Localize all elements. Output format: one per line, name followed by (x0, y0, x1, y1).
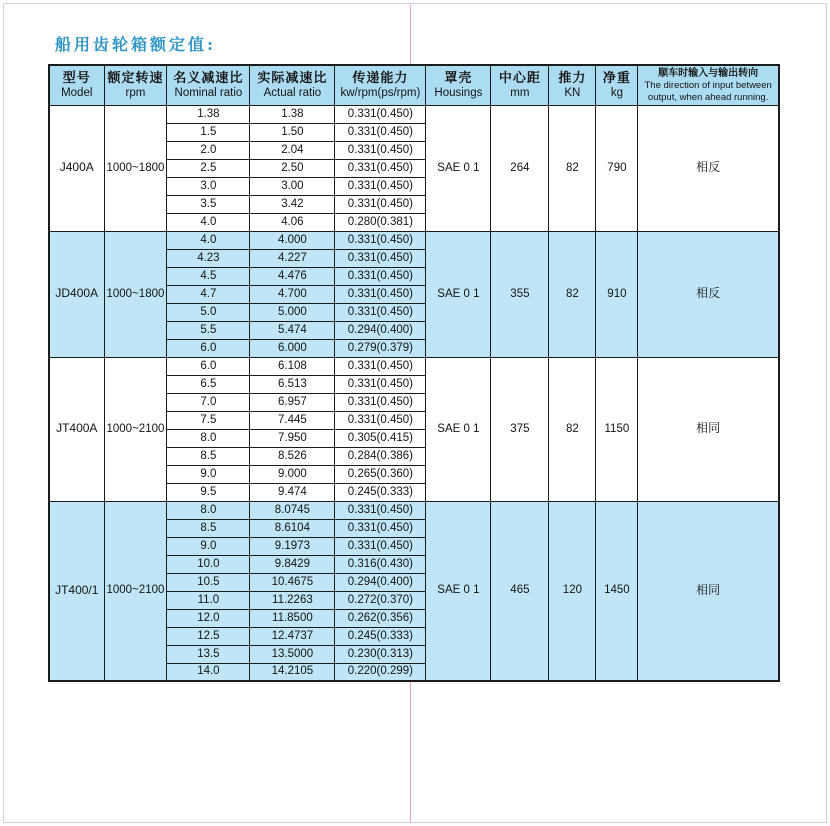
column-header-zh: 型号 (62, 69, 91, 85)
column-header-zh: 名义减速比 (173, 69, 244, 85)
nominal-ratio-cell: 8.5 (167, 447, 250, 465)
model-cell: JT400/1 (49, 501, 104, 681)
actual-ratio-cell: 8.526 (250, 447, 335, 465)
header-row (49, 65, 779, 105)
actual-ratio-cell: 4.000 (250, 231, 335, 249)
housing-cell: SAE 0 1 (426, 501, 491, 681)
column-header-en: kg (610, 87, 623, 100)
model-cell: JT400A (49, 357, 104, 501)
thrust-cell: 82 (549, 357, 596, 501)
actual-ratio-cell: 6.513 (250, 375, 335, 393)
actual-ratio-cell: 8.6104 (250, 519, 335, 537)
transmission-capacity-cell: 0.331(0.450) (335, 231, 426, 249)
transmission-capacity-cell: 0.331(0.450) (335, 411, 426, 429)
nominal-ratio-cell: 5.5 (167, 321, 250, 339)
transmission-capacity-cell: 0.331(0.450) (335, 303, 426, 321)
table-body (49, 105, 779, 681)
column-header-en: kw/rpm(ps/rpm) (340, 87, 421, 100)
actual-ratio-cell: 3.00 (250, 177, 335, 195)
net-weight-cell: 790 (596, 105, 638, 231)
column-header-model (49, 65, 104, 105)
column-header-en: KN (564, 87, 581, 100)
column-header-actual-ratio (250, 65, 335, 105)
rated-speed-cell: 1000~1800 (104, 231, 167, 357)
transmission-capacity-cell: 0.331(0.450) (335, 123, 426, 141)
transmission-capacity-cell: 0.280(0.381) (335, 213, 426, 231)
table-header (49, 65, 779, 105)
transmission-capacity-cell: 0.331(0.450) (335, 375, 426, 393)
transmission-capacity-cell: 0.262(0.356) (335, 609, 426, 627)
center-distance-cell: 465 (491, 501, 549, 681)
transmission-capacity-cell: 0.331(0.450) (335, 105, 426, 123)
column-header-rpm (104, 65, 167, 105)
net-weight-cell: 1150 (596, 357, 638, 501)
model-cell: JD400A (49, 231, 104, 357)
transmission-capacity-cell: 0.331(0.450) (335, 249, 426, 267)
actual-ratio-cell: 4.476 (250, 267, 335, 285)
nominal-ratio-cell: 3.5 (167, 195, 250, 213)
actual-ratio-cell: 13.5000 (250, 645, 335, 663)
actual-ratio-cell: 9.8429 (250, 555, 335, 573)
actual-ratio-cell: 5.000 (250, 303, 335, 321)
direction-cell: 相同 (638, 357, 779, 501)
actual-ratio-cell: 5.474 (250, 321, 335, 339)
column-header-direction (638, 65, 779, 105)
thrust-cell: 82 (549, 105, 596, 231)
actual-ratio-cell: 6.108 (250, 357, 335, 375)
nominal-ratio-cell: 4.0 (167, 231, 250, 249)
table-row (49, 501, 779, 519)
nominal-ratio-cell: 4.7 (167, 285, 250, 303)
housing-cell: SAE 0 1 (426, 105, 491, 231)
transmission-capacity-cell: 0.331(0.450) (335, 267, 426, 285)
thrust-cell: 120 (549, 501, 596, 681)
housing-cell: SAE 0 1 (426, 357, 491, 501)
center-distance-cell: 375 (491, 357, 549, 501)
column-header-zh: 净重 (602, 69, 631, 85)
center-distance-cell: 355 (491, 231, 549, 357)
actual-ratio-cell: 14.2105 (250, 663, 335, 681)
nominal-ratio-cell: 1.38 (167, 105, 250, 123)
rated-speed-cell: 1000~2100 (104, 357, 167, 501)
transmission-capacity-cell: 0.272(0.370) (335, 591, 426, 609)
actual-ratio-cell: 1.38 (250, 105, 335, 123)
transmission-capacity-cell: 0.331(0.450) (335, 195, 426, 213)
transmission-capacity-cell: 0.279(0.379) (335, 339, 426, 357)
nominal-ratio-cell: 7.0 (167, 393, 250, 411)
nominal-ratio-cell: 9.5 (167, 483, 250, 501)
transmission-capacity-cell: 0.294(0.400) (335, 321, 426, 339)
column-header-en: Nominal ratio (174, 87, 243, 100)
actual-ratio-cell: 3.42 (250, 195, 335, 213)
model-cell: J400A (49, 105, 104, 231)
actual-ratio-cell: 11.2263 (250, 591, 335, 609)
nominal-ratio-cell: 7.5 (167, 411, 250, 429)
actual-ratio-cell: 1.50 (250, 123, 335, 141)
transmission-capacity-cell: 0.245(0.333) (335, 483, 426, 501)
column-header-en: The direction of input between output, when ahead running. (644, 80, 772, 103)
column-header-housings (426, 65, 491, 105)
actual-ratio-cell: 2.04 (250, 141, 335, 159)
transmission-capacity-cell: 0.331(0.450) (335, 501, 426, 519)
transmission-capacity-cell: 0.220(0.299) (335, 663, 426, 681)
nominal-ratio-cell: 10.0 (167, 555, 250, 573)
gearbox-ratings-table (48, 64, 780, 682)
transmission-capacity-cell: 0.245(0.333) (335, 627, 426, 645)
nominal-ratio-cell: 14.0 (167, 663, 250, 681)
thrust-cell: 82 (549, 231, 596, 357)
transmission-capacity-cell: 0.331(0.450) (335, 141, 426, 159)
transmission-capacity-cell: 0.331(0.450) (335, 177, 426, 195)
nominal-ratio-cell: 12.0 (167, 609, 250, 627)
nominal-ratio-cell: 10.5 (167, 573, 250, 591)
nominal-ratio-cell: 4.5 (167, 267, 250, 285)
direction-cell: 相反 (638, 105, 779, 231)
column-header-zh: 传递能力 (352, 69, 409, 85)
actual-ratio-cell: 4.227 (250, 249, 335, 267)
actual-ratio-cell: 7.950 (250, 429, 335, 447)
transmission-capacity-cell: 0.284(0.386) (335, 447, 426, 465)
actual-ratio-cell: 4.700 (250, 285, 335, 303)
nominal-ratio-cell: 2.5 (167, 159, 250, 177)
nominal-ratio-cell: 11.0 (167, 591, 250, 609)
nominal-ratio-cell: 12.5 (167, 627, 250, 645)
actual-ratio-cell: 11.8500 (250, 609, 335, 627)
transmission-capacity-cell: 0.265(0.360) (335, 465, 426, 483)
nominal-ratio-cell: 8.0 (167, 429, 250, 447)
actual-ratio-cell: 10.4675 (250, 573, 335, 591)
column-header-zh: 中心距 (498, 69, 541, 85)
column-header-zh: 实际减速比 (257, 69, 328, 85)
column-header-capacity (335, 65, 426, 105)
net-weight-cell: 910 (596, 231, 638, 357)
nominal-ratio-cell: 4.0 (167, 213, 250, 231)
nominal-ratio-cell: 5.0 (167, 303, 250, 321)
column-header-zh: 罩壳 (444, 69, 473, 85)
column-header-thrust (549, 65, 596, 105)
column-header-zh: 推力 (558, 69, 587, 85)
actual-ratio-cell: 8.0745 (250, 501, 335, 519)
actual-ratio-cell: 6.957 (250, 393, 335, 411)
direction-cell: 相同 (638, 501, 779, 681)
transmission-capacity-cell: 0.331(0.450) (335, 159, 426, 177)
page-title: 船用齿轮箱额定值: (55, 35, 216, 54)
actual-ratio-cell: 4.06 (250, 213, 335, 231)
transmission-capacity-cell: 0.331(0.450) (335, 537, 426, 555)
column-header-net-weight (596, 65, 638, 105)
transmission-capacity-cell: 0.331(0.450) (335, 357, 426, 375)
actual-ratio-cell: 12.4737 (250, 627, 335, 645)
transmission-capacity-cell: 0.305(0.415) (335, 429, 426, 447)
column-header-en: mm (510, 87, 530, 100)
nominal-ratio-cell: 1.5 (167, 123, 250, 141)
transmission-capacity-cell: 0.331(0.450) (335, 519, 426, 537)
nominal-ratio-cell: 3.0 (167, 177, 250, 195)
rated-speed-cell: 1000~2100 (104, 501, 167, 681)
nominal-ratio-cell: 6.0 (167, 357, 250, 375)
column-header-center-distance (491, 65, 549, 105)
transmission-capacity-cell: 0.294(0.400) (335, 573, 426, 591)
actual-ratio-cell: 2.50 (250, 159, 335, 177)
column-header-en: Actual ratio (263, 87, 322, 100)
column-header-zh: 顺车时输入与输出转向 (658, 67, 759, 79)
center-distance-cell: 264 (491, 105, 549, 231)
transmission-capacity-cell: 0.316(0.430) (335, 555, 426, 573)
nominal-ratio-cell: 8.5 (167, 519, 250, 537)
actual-ratio-cell: 9.474 (250, 483, 335, 501)
net-weight-cell: 1450 (596, 501, 638, 681)
nominal-ratio-cell: 2.0 (167, 141, 250, 159)
rated-speed-cell: 1000~1800 (104, 105, 167, 231)
actual-ratio-cell: 6.000 (250, 339, 335, 357)
column-header-en: Model (61, 87, 93, 100)
table-row (49, 357, 779, 375)
column-header-zh: 额定转速 (107, 69, 164, 85)
nominal-ratio-cell: 9.0 (167, 537, 250, 555)
actual-ratio-cell: 9.000 (250, 465, 335, 483)
housing-cell: SAE 0 1 (426, 231, 491, 357)
nominal-ratio-cell: 8.0 (167, 501, 250, 519)
transmission-capacity-cell: 0.331(0.450) (335, 393, 426, 411)
column-header-nominal-ratio (167, 65, 250, 105)
nominal-ratio-cell: 6.5 (167, 375, 250, 393)
actual-ratio-cell: 7.445 (250, 411, 335, 429)
nominal-ratio-cell: 6.0 (167, 339, 250, 357)
table-row (49, 105, 779, 123)
nominal-ratio-cell: 4.23 (167, 249, 250, 267)
table-row (49, 231, 779, 249)
nominal-ratio-cell: 9.0 (167, 465, 250, 483)
nominal-ratio-cell: 13.5 (167, 645, 250, 663)
actual-ratio-cell: 9.1973 (250, 537, 335, 555)
column-header-en: Housings (434, 87, 483, 100)
direction-cell: 相反 (638, 231, 779, 357)
column-header-en: rpm (125, 87, 146, 100)
transmission-capacity-cell: 0.230(0.313) (335, 645, 426, 663)
transmission-capacity-cell: 0.331(0.450) (335, 285, 426, 303)
